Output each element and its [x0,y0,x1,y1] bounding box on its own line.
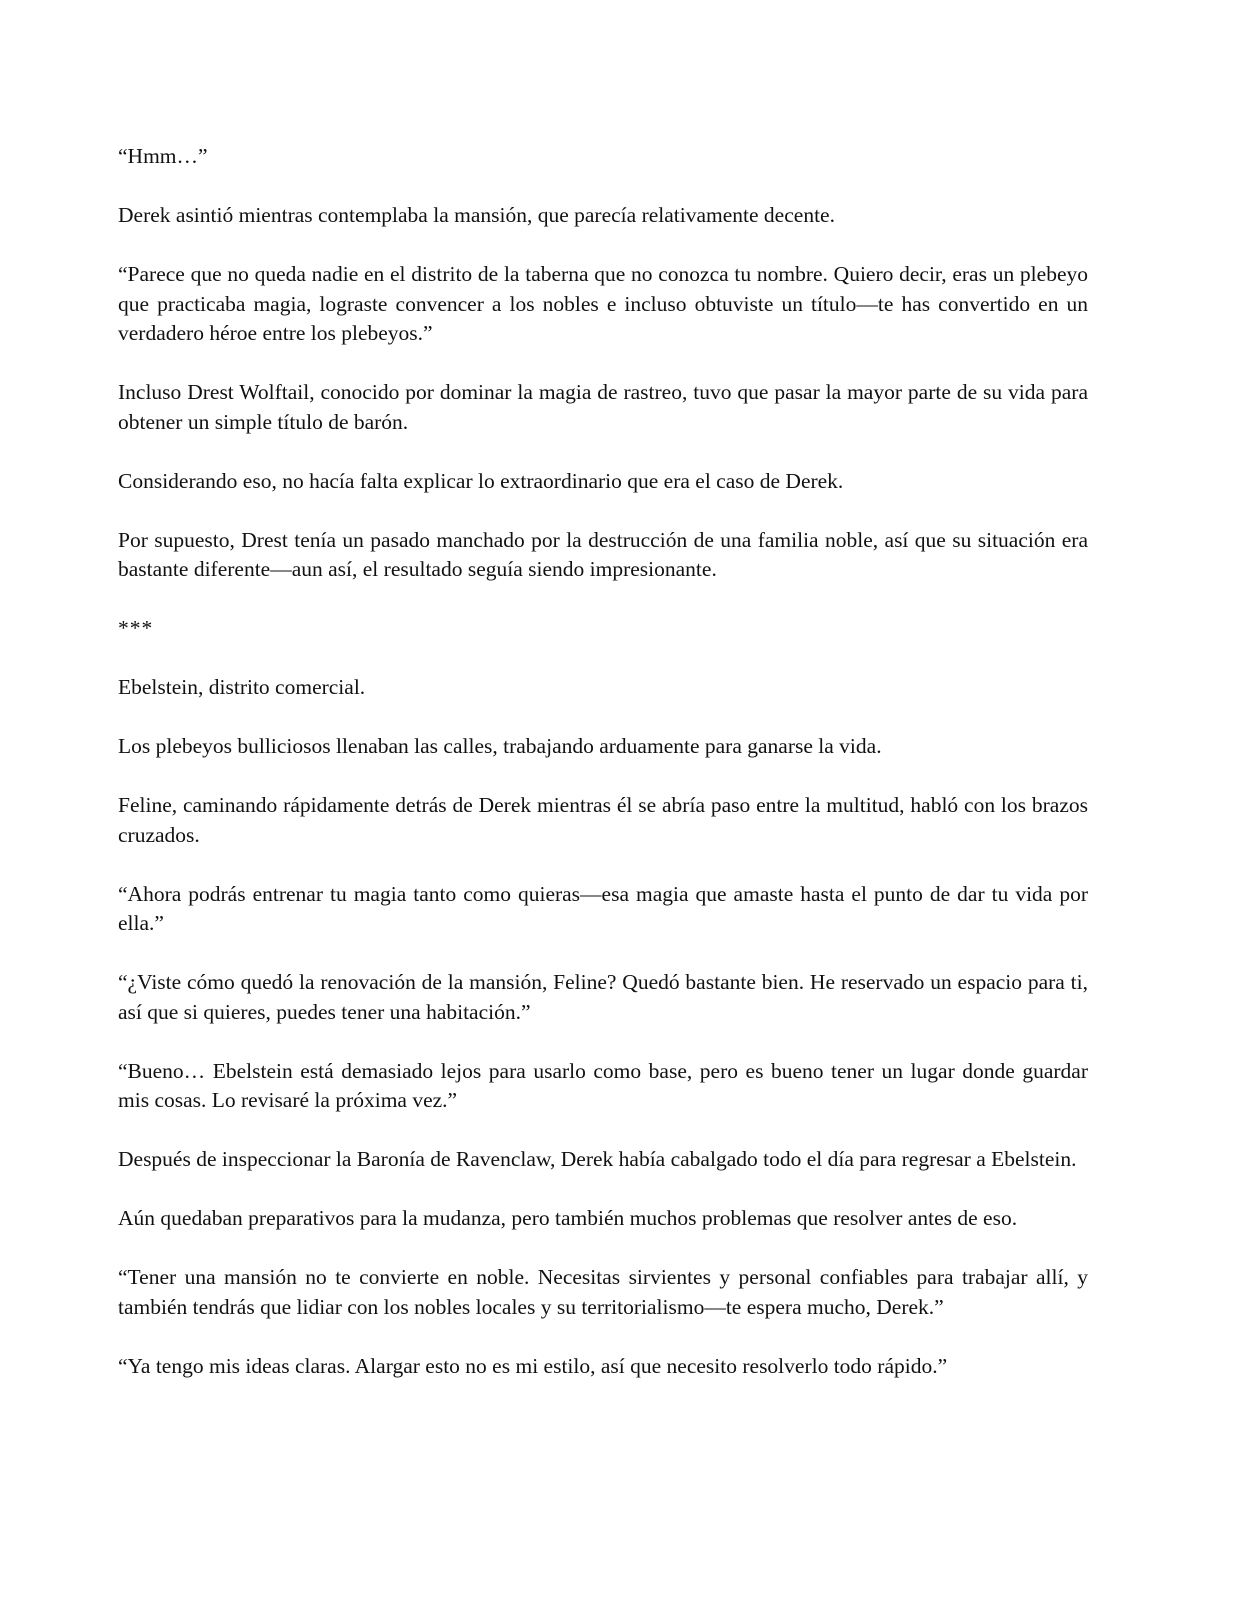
paragraph-tavern-district: “Parece que no queda nadie en el distrito de la taberna que no conozca tu nombre. Quiero decir, eras un plebeyo que practicaba magia, lograste convencer a los nobles e incluso obtuviste un título—te has convertido en un verdadero héroe entre los plebeyos.” [118,262,1088,345]
paragraph-hmm: “Hmm…” [118,144,208,168]
paragraph-commercial-district: Ebelstein, distrito comercial. [118,675,366,699]
document-page [118,142,1088,1381]
paragraph-mansion-renovation: “¿Viste cómo quedó la renovación de la mansión, Feline? Quedó bastante bien. He reservado un espacio para ti, así que si quieres, puedes tener una habitación.” [118,970,1088,1024]
paragraph-of-course: Por supuesto, Drest tenía un pasado manchado por la destrucción de una familia noble, así que su situación era bastante diferente—aun así, el resultado seguía siendo impresionante. [118,527,1088,581]
scene-separator: *** [118,616,154,640]
paragraph-drest-wolftail: Incluso Drest Wolftail, conocido por dominar la magia de rastreo, tuvo que pasar la mayor parte de su vida para obtener un simple título de barón. [118,380,1088,434]
paragraph-preparations: Aún quedaban preparativos para la mudanza, pero también muchos problemas que resolver antes de eso. [118,1206,1018,1230]
paragraph-ravenclaw-barony: Después de inspeccionar la Baronía de Ravenclaw, Derek había cabalgado todo el día para regresar a Ebelstein. [118,1147,1077,1171]
paragraph-clear-ideas: “Ya tengo mis ideas claras. Alargar esto no es mi estilo, así que necesito resolverlo todo rápido.” [118,1353,948,1378]
paragraph-ebelstein-far: “Bueno… Ebelstein está demasiado lejos para usarlo como base, pero es bueno tener un lugar donde guardar mis cosas. Lo revisaré la próxima vez.” [118,1058,1088,1112]
paragraph-having-mansion: “Tener una mansión no te convierte en noble. Necesitas sirvientes y personal confiables para trabajar allí, y también tendrás que lidiar con los nobles locales y su territorialismo—te espera mucho, Derek.” [118,1265,1088,1319]
paragraph-train-magic: “Ahora podrás entrenar tu magia tanto como quieras—esa magia que amaste hasta el punto de dar tu vida por ella.” [118,881,1088,935]
paragraph-commoners: Los plebeyos bulliciosos llenaban las calles, trabajando arduamente para ganarse la vida. [118,734,882,758]
paragraph-considering: Considerando eso, no hacía falta explicar lo extraordinario que era el caso de Derek. [118,468,844,493]
paragraph-derek-nods: Derek asintió mientras contemplaba la mansión, que parecía relativamente decente. [118,203,835,227]
paragraph-feline-walking: Feline, caminando rápidamente detrás de Derek mientras él se abría paso entre la multitud, habló con los brazos cruzados. [118,793,1088,847]
